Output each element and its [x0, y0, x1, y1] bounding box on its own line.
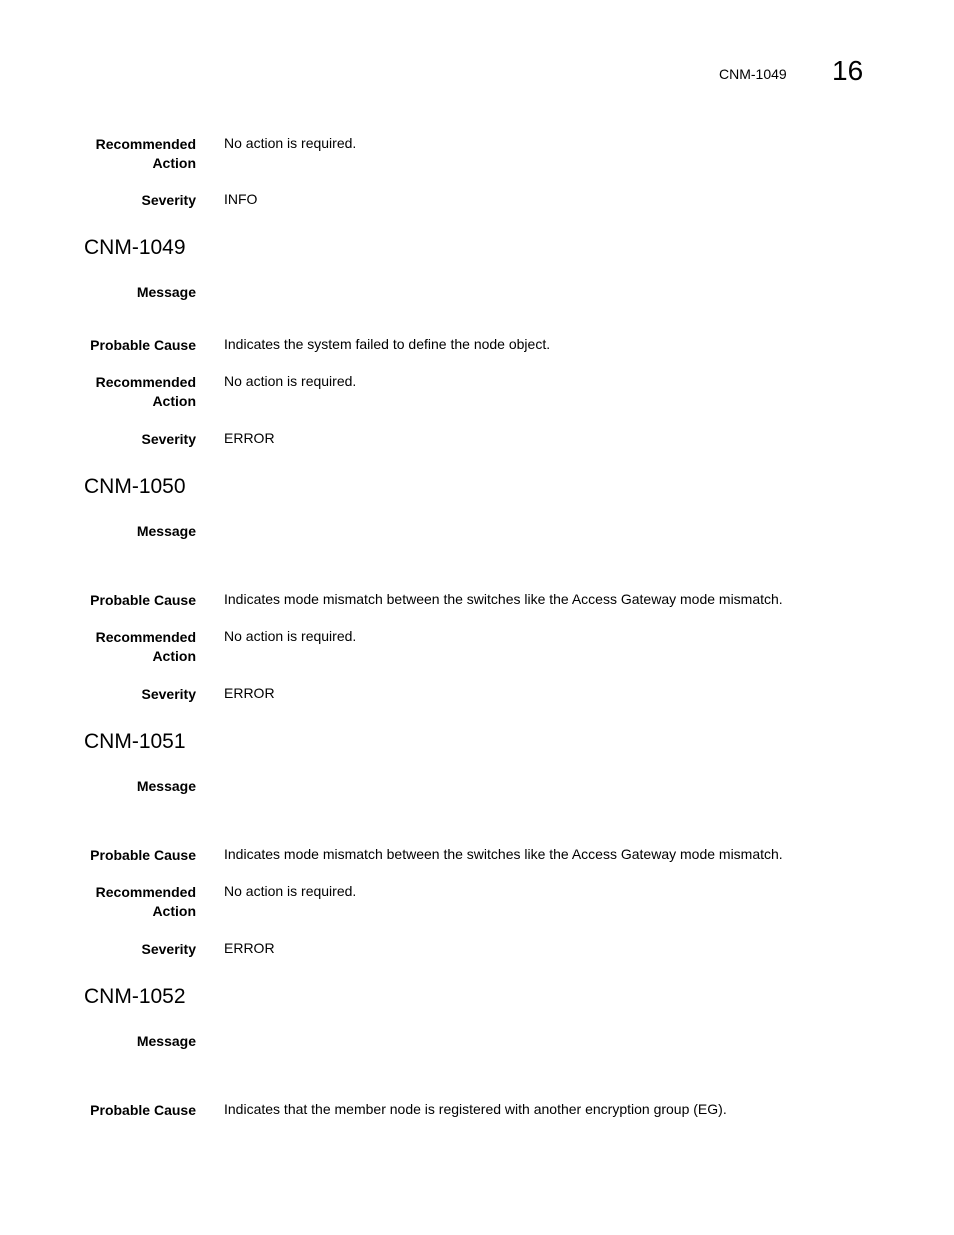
message-label: Message — [136, 778, 196, 794]
recommended-action-label: Recommended Action — [95, 374, 196, 409]
recommended-action-label: Recommended Action — [95, 629, 196, 664]
recommended-action-value: No action is required. — [224, 373, 357, 389]
severity-label: Severity — [141, 192, 196, 208]
severity-label: Severity — [141, 431, 196, 447]
recommended-action-value: No action is required. — [224, 135, 357, 151]
running-header-code: CNM-1049 — [719, 66, 787, 82]
probable-cause-value: Indicates mode mismatch between the switches like the Access Gateway mode mismatch. — [224, 846, 783, 862]
probable-cause-label: Probable Cause — [90, 1102, 196, 1118]
recommended-action-label: Recommended Action — [95, 136, 196, 171]
recommended-action-value: No action is required. — [224, 628, 357, 644]
probable-cause-label: Probable Cause — [90, 847, 196, 863]
probable-cause-label: Probable Cause — [90, 592, 196, 608]
message-label: Message — [136, 1033, 196, 1049]
probable-cause-value: Indicates the system failed to define the node object. — [224, 336, 551, 352]
probable-cause-label: Probable Cause — [90, 337, 196, 353]
message-label: Message — [136, 284, 196, 300]
chapter-number: 16 — [832, 55, 864, 86]
recommended-action-label: Recommended Action — [95, 884, 196, 919]
section-title: CNM-1051 — [84, 730, 186, 753]
section-title: CNM-1049 — [84, 236, 186, 259]
section-title: CNM-1052 — [84, 985, 186, 1008]
severity-value: ERROR — [224, 430, 275, 446]
message-label: Message — [136, 523, 196, 539]
probable-cause-value: Indicates mode mismatch between the switches like the Access Gateway mode mismatch. — [224, 591, 783, 607]
severity-value: ERROR — [224, 940, 275, 956]
severity-label: Severity — [141, 941, 196, 957]
section-title: CNM-1050 — [84, 475, 186, 498]
probable-cause-value: Indicates that the member node is registered with another encryption group (EG). — [224, 1101, 727, 1117]
severity-value: ERROR — [224, 685, 275, 701]
severity-value: INFO — [224, 191, 258, 207]
recommended-action-value: No action is required. — [224, 883, 357, 899]
severity-label: Severity — [141, 686, 196, 702]
